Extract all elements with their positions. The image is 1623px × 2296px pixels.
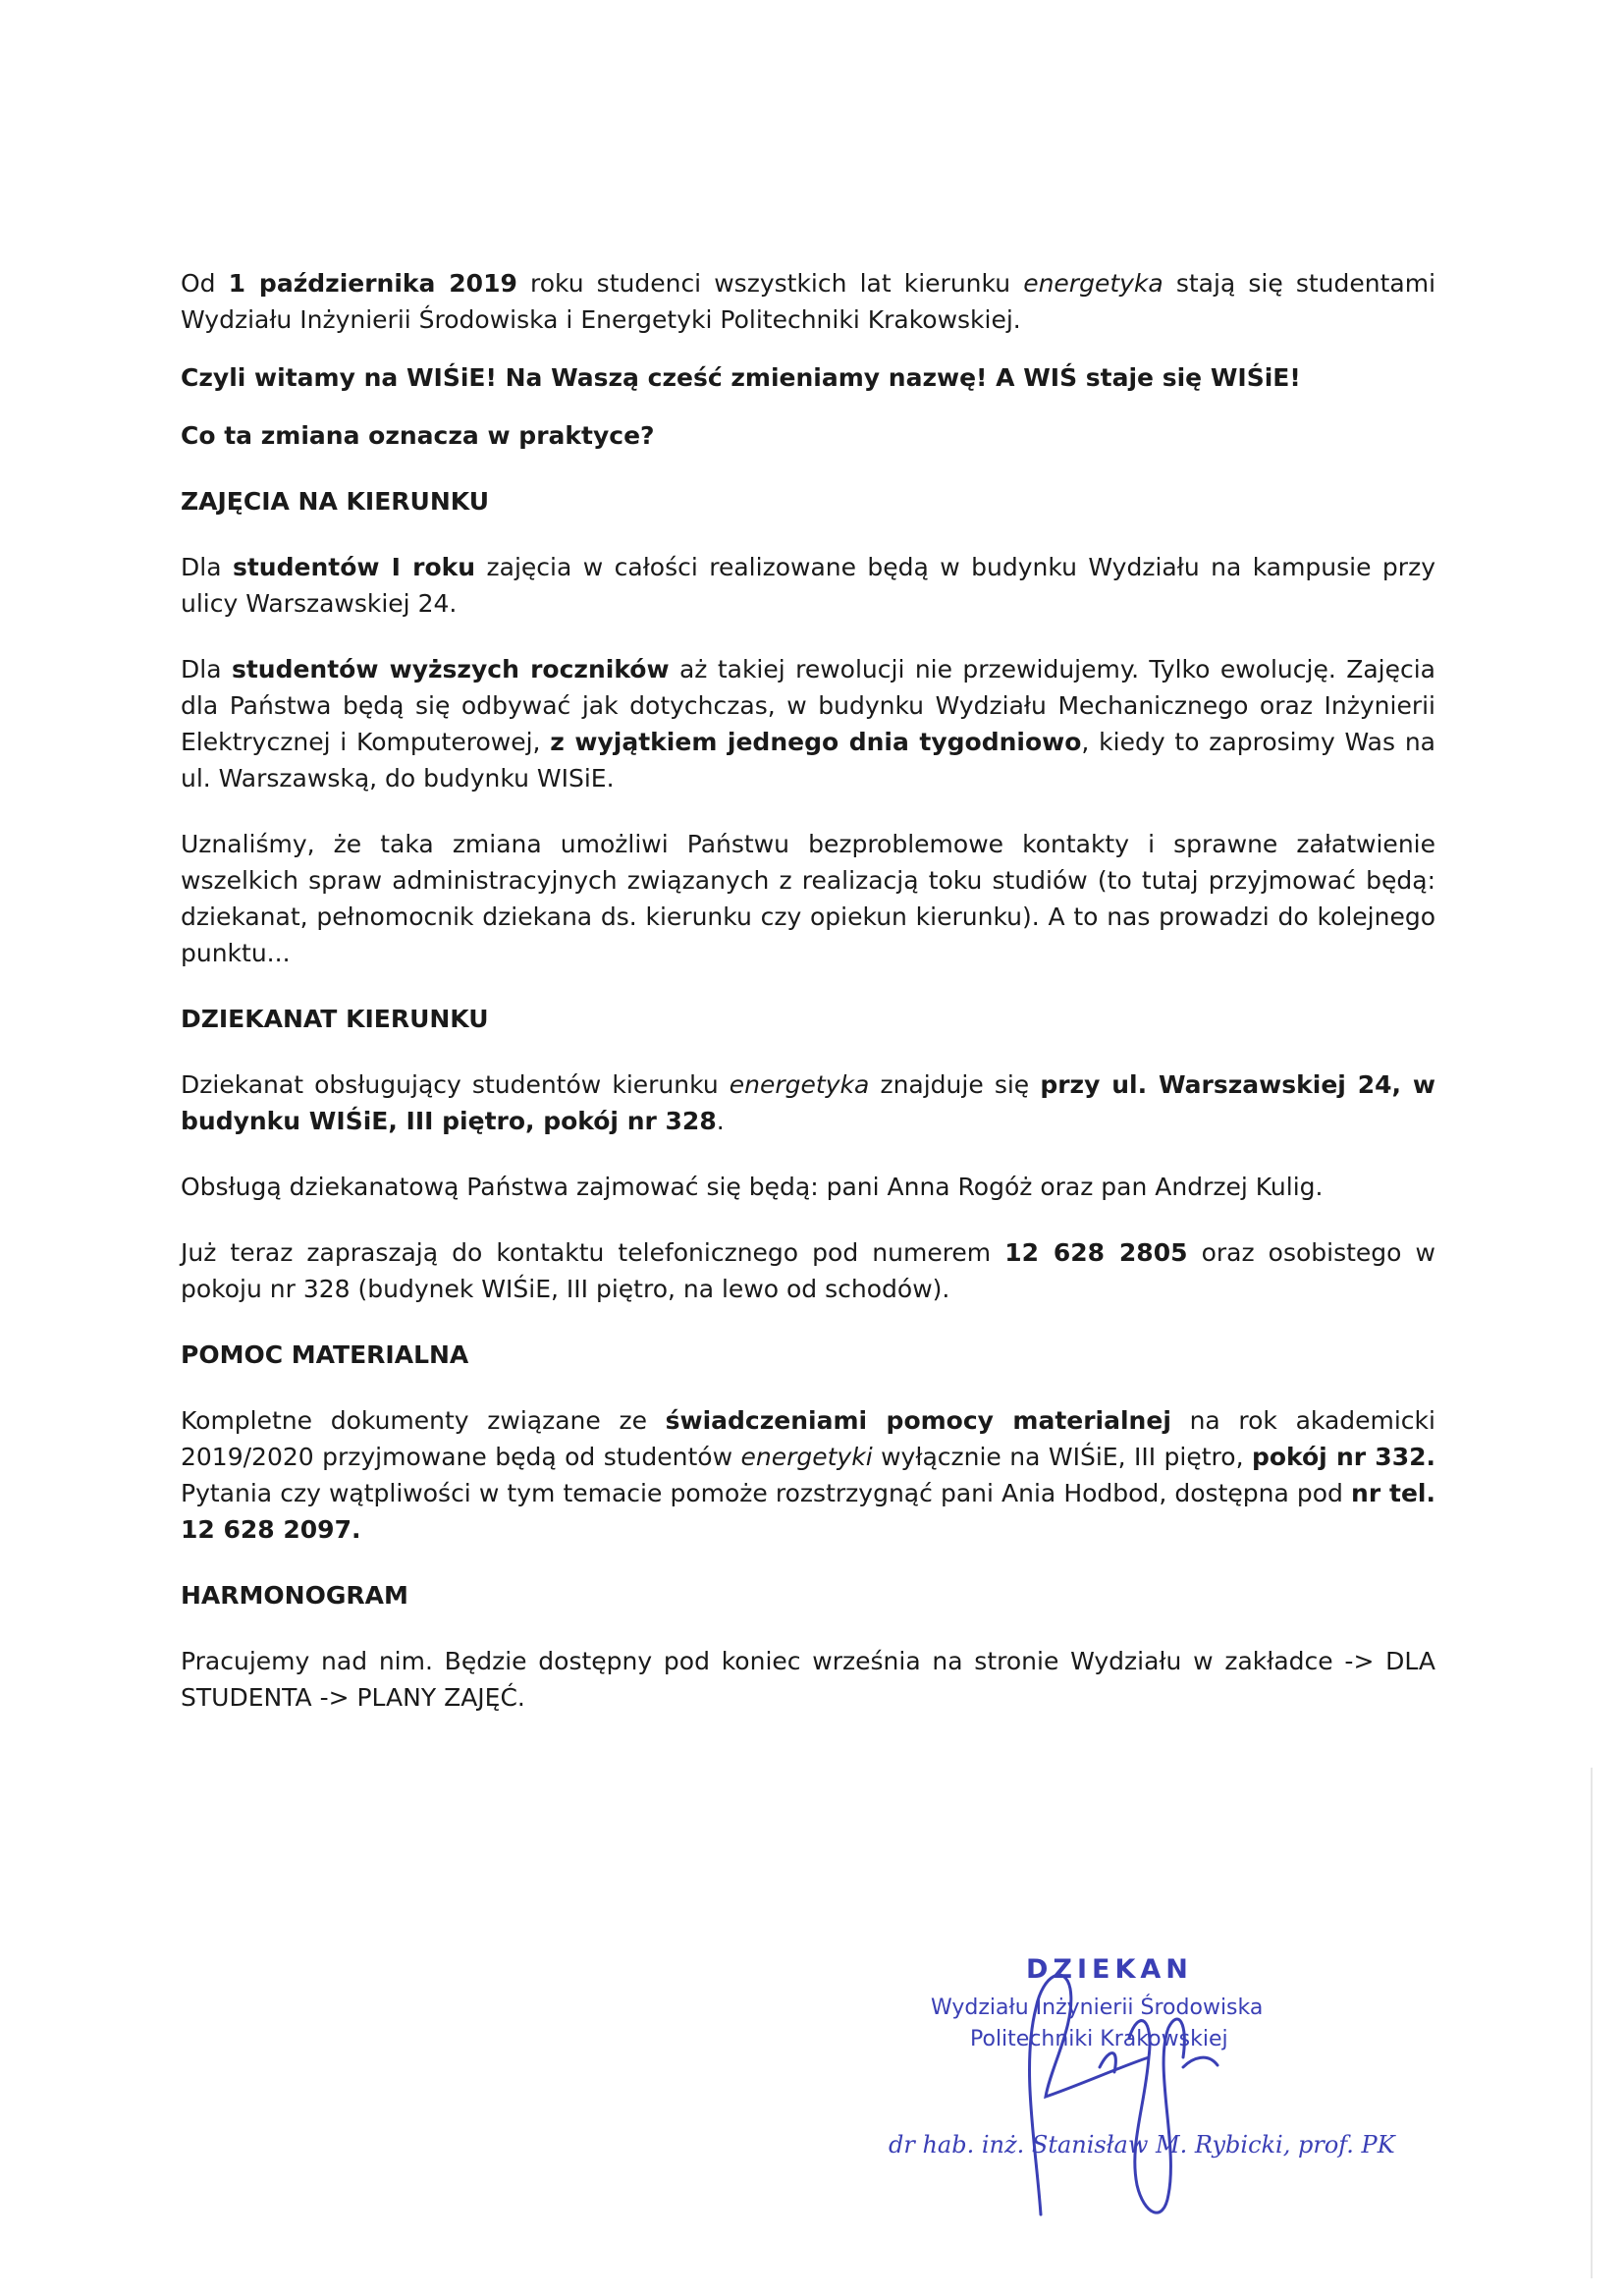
- emphasis: z wyjątkiem jednego dnia tygodniowo: [550, 728, 1082, 756]
- text: Już teraz zapraszają do kontaktu telefonicznego pod numerem: [181, 1238, 1005, 1267]
- emphasis: studentów I roku: [232, 553, 476, 581]
- text: wyłącznie na WIŚiE, III piętro,: [872, 1443, 1252, 1471]
- date-text: 1 października 2019: [228, 269, 517, 298]
- stamp-title: DZIEKAN: [1026, 1954, 1193, 1985]
- emphasis: studentów wyższych roczników: [231, 655, 670, 683]
- text: Dziekanat obsługujący studentów kierunku: [181, 1070, 730, 1099]
- section-heading-dziekanat: DZIEKANAT KIERUNKU: [181, 1005, 489, 1033]
- section-heading-pomoc: POMOC MATERIALNA: [181, 1340, 469, 1369]
- section-heading-zajecia: ZAJĘCIA NA KIERUNKU: [181, 487, 489, 516]
- scan-edge-line: [1591, 1768, 1593, 2278]
- signature-stroke: [1030, 1975, 1217, 2214]
- question-line: Co ta zmiana oznacza w praktyce?: [181, 421, 655, 450]
- phone-number: nr tel. 12 628 2097.: [181, 1479, 1435, 1544]
- phone-number: 12 628 2805: [1004, 1238, 1188, 1267]
- pomoc-paragraph-1: [181, 1402, 1435, 1548]
- dziekanat-paragraph-3: [181, 1234, 1435, 1307]
- text: na rok akademicki 2019/2020 przyjmowane będą od studentów: [181, 1406, 1435, 1471]
- text: Dla: [181, 655, 232, 683]
- text: Dla: [181, 553, 233, 581]
- room-number: pokój nr 332.: [1251, 1443, 1435, 1471]
- text: Pytania czy wątpliwości w tym temacie pomoże rozstrzygnąć pani Ania Hodbod, dostępna pod: [181, 1479, 1352, 1507]
- text: znajduje się: [869, 1070, 1041, 1099]
- program-name: energetyki: [740, 1443, 873, 1471]
- text: stają się studentami Wydziału Inżynierii Środowiska i Energetyki Politechniki Krakowskiej.: [181, 269, 1436, 334]
- text: zajęcia w całości realizowane będą w budynku Wydziału na kampusie przy ulicy Warszawskiej 24.: [181, 553, 1435, 618]
- text: oraz osobistego w pokoju nr 328 (budynek WIŚiE, III piętro, na lewo od schodów).: [181, 1238, 1435, 1303]
- stamp-university: Politechniki Krakowskiej: [970, 2027, 1228, 2051]
- program-name: energetyka: [1023, 269, 1163, 298]
- dziekanat-paragraph-1: [181, 1066, 1435, 1139]
- zajecia-paragraph-2: [181, 651, 1435, 796]
- program-name: energetyka: [729, 1070, 870, 1099]
- text: .: [716, 1107, 725, 1135]
- signer-name: dr hab. inż. Stanisław M. Rybicki, prof. PK: [889, 2131, 1395, 2159]
- text: , kiedy to zaprosimy Was na ul. Warszawską, do budynku WISiE.: [181, 728, 1435, 793]
- stamp-faculty: Wydziału Inżynierii Środowiska: [931, 1995, 1264, 2020]
- text: roku studenci wszystkich lat kierunku: [516, 269, 1024, 298]
- intro-paragraph: [181, 265, 1435, 338]
- section-heading-harmonogram: HARMONOGRAM: [181, 1581, 408, 1610]
- text: Kompletne dokumenty związane ze: [181, 1406, 666, 1435]
- handwritten-signature: [982, 1949, 1296, 2244]
- harmonogram-paragraph-1: Pracujemy nad nim. Będzie dostępny pod koniec września na stronie Wydziału w zakładce -> DLA STUDENTA -> PLANY ZAJĘĆ.: [181, 1647, 1435, 1712]
- dziekanat-paragraph-2: Obsługą dziekanatową Państwa zajmować się będą: pani Anna Rogóż oraz pan Andrzej Kulig.: [181, 1173, 1324, 1201]
- text: Od: [181, 269, 229, 298]
- address: przy ul. Warszawskiej 24, w budynku WIŚiE, III piętro, pokój nr 328: [181, 1070, 1436, 1135]
- welcome-line: Czyli witamy na WIŚiE! Na Waszą cześć zmieniamy nazwę! A WIŚ staje się WIŚiE!: [181, 363, 1301, 392]
- zajecia-paragraph-1: [181, 549, 1435, 622]
- emphasis: świadczeniami pomocy materialnej: [665, 1406, 1171, 1435]
- zajecia-paragraph-3: Uznaliśmy, że taka zmiana umożliwi Państwu bezproblemowe kontakty i sprawne załatwienie wszelkich spraw administracyjnych związanych z realizacją toku studiów (to tutaj przyjmować będą: dziekanat, pełnomocnik dziekana ds. kierunku czy opiekun kierunku). A to nas prowadzi do kolejnego punktu...: [181, 830, 1435, 967]
- text: aż takiej rewolucji nie przewidujemy. Tylko ewolucję. Zajęcia dla Państwa będą się odbywać jak dotychczas, w budynku Wydziału Mechanicznego oraz Inżynierii Elektrycznej i Komputerowej,: [181, 655, 1435, 756]
- letter-body: [181, 265, 1435, 1716]
